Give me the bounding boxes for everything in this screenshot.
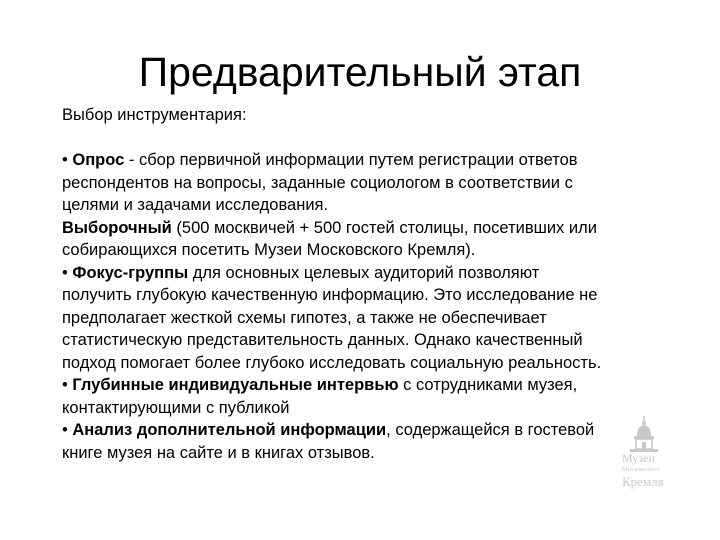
sample-text: (500 москвичей + 500 гостей столицы, посетивших или собирающихся посетить Музеи Московского Кремля). [62,218,597,259]
spacer [62,127,602,150]
analysis-text: , содержащейся в гостевой книге музея на сайте и в книгах отзывов. [62,421,595,462]
kremlin-museums-logo-icon [626,414,662,454]
list-item-analysis [62,419,602,464]
focus-term: Фокус-группы [72,263,189,282]
logo-line-1: Музеи [622,451,655,465]
logo-text [622,452,664,488]
analysis-term: Анализ дополнительной информации [72,421,387,439]
logo-line-2: Московского [622,466,660,473]
kremlin-museums-logo [618,414,674,496]
sample-description [62,217,602,262]
interviews-text: с сотрудниками музея, контактирующими с публикой [62,376,578,417]
bullet: • [62,263,68,282]
bullet: • [62,376,68,394]
intro-text: Выбор инструментария: [62,106,247,124]
survey-text: - сбор первичной информации путем регистрации ответов респондентов на вопросы, заданные социологом в соответствии с целями и задачами исследования. [62,151,578,214]
slide-title: Предварительный этап [138,49,582,95]
bullet: • [62,151,68,169]
survey-term: Опрос [72,151,125,169]
focus-text: для основных целевых аудиторий позволяют получить глубокую качественную информацию. Это исследование не предполагает жесткой схемы гипотез, а также не обеспечивает статистическую представительность данных. Однако качественный подход помогает более глубоко исследовать социальную реальность. [62,263,602,372]
list-item-survey [62,149,602,217]
logo-line-3: Кремля [622,474,664,489]
slide-content [62,104,602,464]
sample-term: Выборочный [62,218,172,237]
list-item-focus-groups [62,262,602,375]
interviews-term: Глубинные индивидуальные интервью [72,376,399,394]
list-item-interviews [62,374,602,419]
bullet: • [62,421,68,439]
